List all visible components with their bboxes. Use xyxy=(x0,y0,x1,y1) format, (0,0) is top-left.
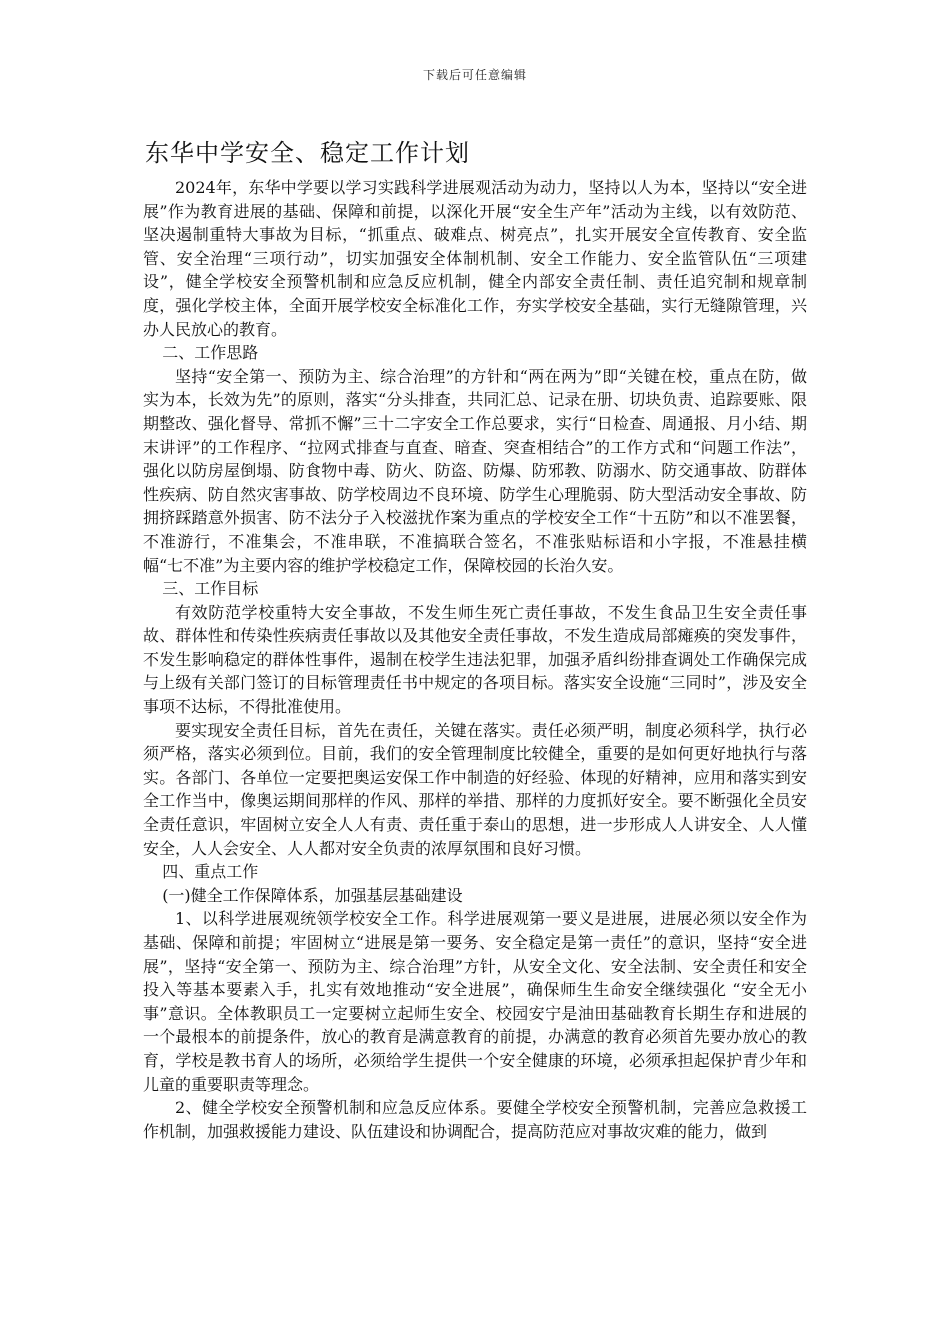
section-heading-work-thinking: 二、工作思路 xyxy=(162,343,259,363)
work-goals-paragraph-2: 要实现安全责任目标，首先在责任，关键在落实。责任必须严明，制度必须科学，执行必须严格，落实必须到位。目前，我们的安全管理制度比较健全，重要的是如何更好地执行与落实。各部门、各单位一定要把奥运安保工作中制造的好经验、体现的好精神，应用和落实到安全工作当中，像奥运期间那样的作风、那样的举措、那样的力度抓好安全。要不断强化全员安全责任意识，牢固树立安全人人有责、责任重于泰山的思想，进一步形成人人讲安全、人人懂安全，人人会安全、人人都对安全负责的浓厚氛围和良好习惯。 xyxy=(143,720,807,858)
work-goals-paragraph-1: 有效防范学校重特大安全事故，不发生师生死亡责任事故，不发生食品卫生安全责任事故、群体性和传染性疾病责任事故以及其他安全责任事故，不发生造成局部瘫痪的突发事件，不发生影响稳定的群体性事件，遏制在校学生违法犯罪，加强矛盾纠纷排查调处工作确保完成与上级有关部门签订的目标管理责任书中规定的各项目标。落实安全设施“三同时”，涉及安全事项不达标，不得批准使用。 xyxy=(143,602,807,717)
document-title: 东华中学安全、稳定工作计划 xyxy=(145,139,470,167)
work-thinking-paragraph: 坚持“安全第一、预防为主、综合治理”的方针和“两在两为”即“关键在校，重点在防，做实为本，长效为先”的原则，落实“分头排查，共同汇总、记录在册、切块负责、追踪要账、限期整改、强化督导、常抓不懈”三十二字安全工作总要求，实行“日检查、周通报、月小结、期末讲评”的工作程序、“拉网式排查与直查、暗查、突查相结合”的工作方式和“问题工作法”，强化以防房屋倒塌、防食物中毒、防火、防盗、防爆、防邪教、防溺水、防交通事故、防群体性疾病、防自然灾害事故、防学校周边不良环境、防学生心理脆弱、防大型活动安全事故、防拥挤踩踏意外损害、防不法分子入校滋扰作案为重点的学校安全工作“十五防”和以不准罢餐，不准游行，不准集会，不准串联，不准搞联合签名，不准张贴标语和小字报，不准悬挂横幅“七不准”为主要内容的维护学校稳定工作，保障校园的长治久安。 xyxy=(143,366,807,575)
document-body xyxy=(143,176,807,1143)
key-work-item-1: 1、以科学进展观统领学校安全工作。科学进展观第一要义是进展，进展必须以安全作为基础、保障和前提；牢固树立“进展是第一要务、安全稳定是第一责任”的意识，坚持“安全进展”，坚持“安全第一、预防为主、综合治理”方针，从安全文化、安全法制、安全责任和安全投入等基本要素入手，扎实有效地推动“安全进展”，确保师生生命安全继续强化 “安全无小事”意识。全体教职员工一定要树立起师生安全、校园安宁是油田基础教育长期生存和进展的一个最根本的前提条件，放心的教育是满意教育的前提，办满意的教育必须首先要办放心的教育，学校是教书育人的场所，必须给学生提供一个安全健康的环境，必须承担起保护青少年和儿童的重要职责等理念。 xyxy=(143,909,807,1094)
header-note: 下载后可任意编辑 xyxy=(422,68,527,82)
key-work-item-2: 2、健全学校安全预警机制和应急反应体系。要健全学校安全预警机制，完善应急救援工作机制，加强救援能力建设、队伍建设和协调配合，提高防范应对事故灾难的能力，做到 xyxy=(143,1098,807,1141)
section-heading-key-work: 四、重点工作 xyxy=(162,862,259,882)
subsection-heading-support-system: (一)健全工作保障体系，加强基层基础建设 xyxy=(162,885,463,905)
intro-paragraph: 2024年，东华中学要以学习实践科学进展观活动为动力，坚持以人为本，坚持以“安全进展”作为教育进展的基础、保障和前提，以深化开展“安全生产年”活动为主线，以有效防范、坚决遏制重特大事故为目标，“抓重点、破难点、树亮点”，扎实开展安全宣传教育、安全监管、安全治理“三项行动”，切实加强安全体制机制、安全工作能力、安全监管队伍“三项建设”，健全学校安全预警机制和应急反应机制，健全内部安全责任制、责任追究制和规章制度，强化学校主体，全面开展学校安全标准化工作，夯实学校安全基础，实行无缝隙管理，兴办人民放心的教育。 xyxy=(143,178,807,339)
section-heading-work-goals: 三、工作目标 xyxy=(162,579,259,599)
